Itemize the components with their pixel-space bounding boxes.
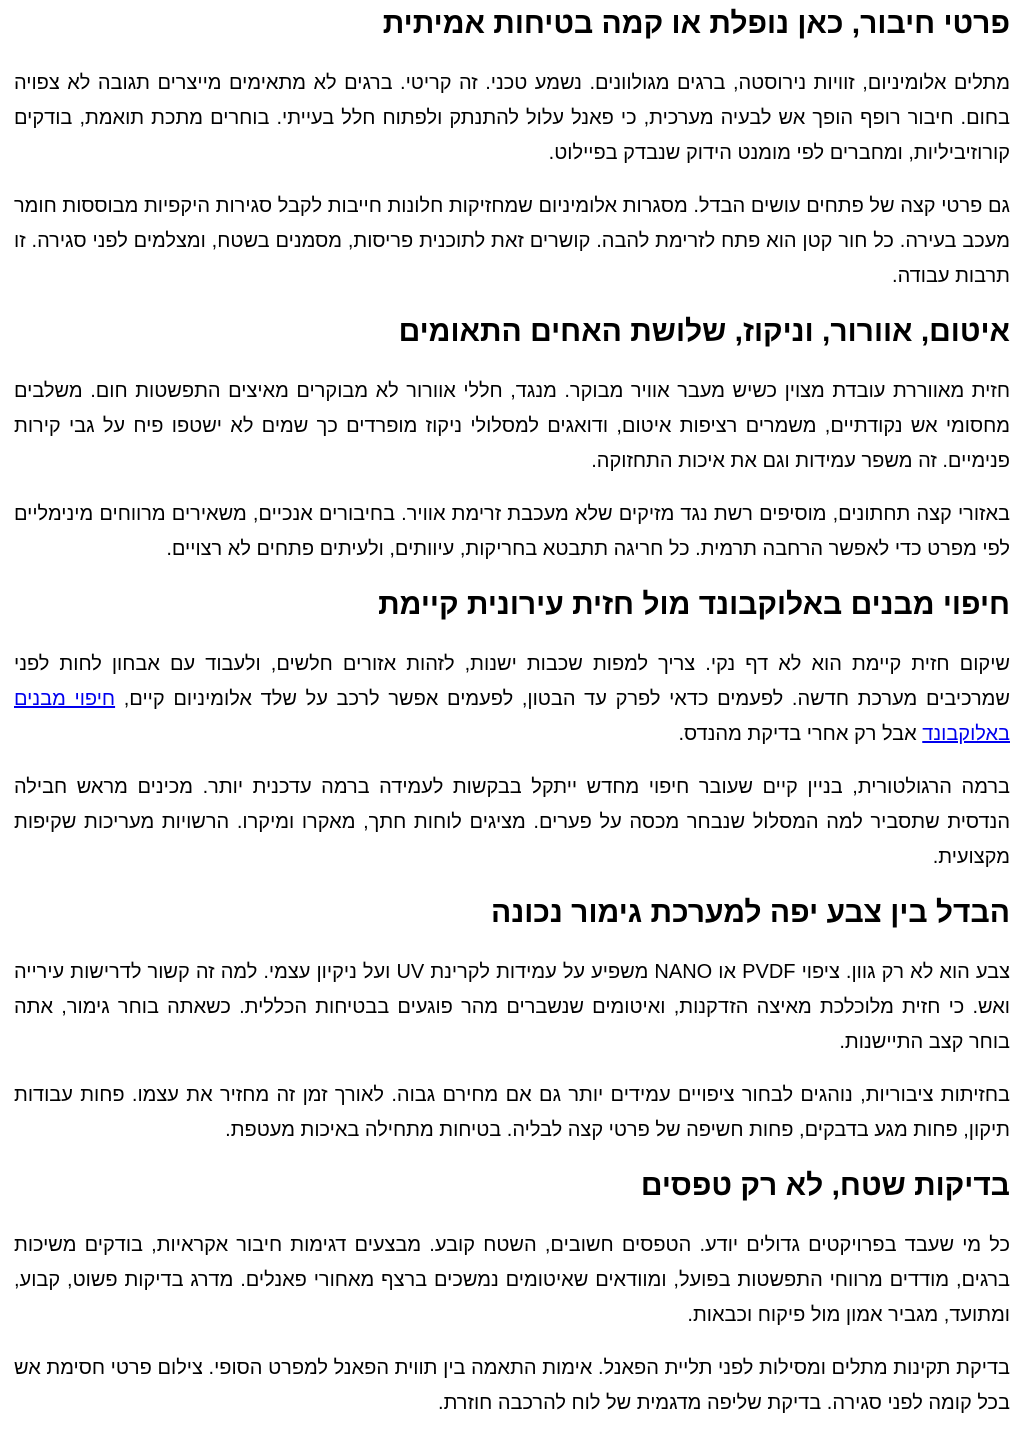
section-heading: הבדל בין צבע יפה למערכת גימור נכונה [491,896,1010,929]
section-heading: חיפוי מבנים באלוקבונד מול חזית עירונית קיימת [378,588,1010,621]
paragraph: כל מי שעבד בפרויקטים גדולים יודע. הטפסים חשובים, השטח קובע. מבצעים דגימות חיבור אקראיות, בודקים משיכות ברגים, מודדים מרווחי התפשטות בפועל, ומוודאים שאיטומים נמשכים ברצף מאחורי פאנלים. מדרג בדיקות פשוט, קבוע, ומתועד, מגביר אמון מול פיקוח וכבאות. [14,1234,1010,1326]
paragraph: בחזיתות ציבוריות, נוהגים לבחור ציפויים עמידים יותר גם אם מחירם גבוה. לאורך זמן זה מחזיר את עצמו. פחות עבודות תיקון, פחות מגע בדבקים, פחות חשיפה של פרטי קצה לבליה. בטיחות מתחילה באיכות מעטפת. [14,1084,1010,1141]
section-heading: פרטי חיבור, כאן נופלת או קמה בטיחות אמיתית [382,7,1010,40]
paragraph: צבע הוא לא רק גוון. ציפוי PVDF או NANO משפיע על עמידות לקרינת UV ועל ניקיון עצמי. למה זה קשור לדרישות עירייה ואש. כי חזית מלוכלכת מאיצה הזדקנות, ואיטומים שנשברים מהר פוגעים בבטיחות הכללית. כשאתה בוחר גימור, אתה בוחר קצב התיישנות. [14,961,1011,1053]
section-heading: בדיקות שטח, לא רק טפסים [640,1169,1010,1202]
paragraph: גם פרטי קצה של פתחים עושים הבדל. מסגרות אלומיניום שמחזיקות חלונות חייבות לקבל סגירות היקפיות מבוססות חומר מעכב בעירה. כל חור קטן הוא פתח לזרימת להבה. קושרים זאת לתוכנית פריסות, מסמנים בשטח, ומצלמים לפני סגירה. זו תרבות עבודה. [14,195,1010,287]
article-content [14,4,1010,1421]
paragraph: ברמה הרגולטורית, בניין קיים שעובר חיפוי מחדש ייתקל בבקשות לעמידה ברמה עדכנית יותר. מכינים מראש חבילה הנדסית שתסביר למה המסלול שנבחר מכסה על פערים. מציגים לוחות חתך, מאקרו ומיקרו. הרשויות מעריכות שקיפות מקצועית. [14,776,1010,868]
section-heading: איטום, אוורור, וניקוז, שלושת האחים התאומים [398,315,1010,348]
paragraph: מתלים אלומיניום, זוויות נירוסטה, ברגים מגולוונים. נשמע טכני. זה קריטי. ברגים לא מתאימים מייצרים תגובה לא צפויה בחום. חיבור רופף הופך אש לבעיה מערכית, כי פאנל עלול להתנתק ולפתוח חלל בעייתי. בוחרים מתכת תואמת, בודקים קורוזיביליות, ומחברים לפי מומנט הידוק שנבדק בפיילוט. [14,72,1010,164]
paragraph-text: שיקום חזית קיימת הוא לא דף נקי. צריך למפות שכבות ישנות, לזהות אזורים חלשים, ולעבוד עם אבחון לחות לפני שמרכיבים מערכת חדשה. לפעמים כדאי לפרק עד הבטון, לפעמים אפשר לרכב על שלד אלומיניום קיים, [14,653,1010,710]
paragraph: חזית מאווררת עובדת מצוין כשיש מעבר אוויר מבוקר. מנגד, חללי אוורור לא מבוקרים מאיצים התפשטות חום. משלבים מחסומי אש נקודתיים, משמרים רציפות איטום, ודואגים למסלולי ניקוז מופרדים כך שמים לא ישטפו פיח על גבי קירות פנימיים. זה משפר עמידות וגם את איכות התחזוקה. [14,380,1010,472]
paragraph: באזורי קצה תחתונים, מוסיפים רשת נגד מזיקים שלא מעכבת זרימת אוויר. בחיבורים אנכיים, משאירים מרווחים מינימליים לפי מפרט כדי לאפשר הרחבה תרמית. כל חריגה תתבטא בחריקות, עיוותים, ולעיתים פתחים לא רצויים. [14,503,1010,560]
paragraph: בדיקת תקינות מתלים ומסילות לפני תליית הפאנל. אימות התאמה בין תווית הפאנל למפרט הסופי. צילום פרטי חסימת אש בכל קומה לפני סגירה. בדיקת שליפה מדגמית של לוח להרכבה חוזרת. [14,1357,1010,1414]
paragraph-text: אבל רק אחרי בדיקת מהנדס. [678,723,923,745]
alucobond-cladding-link[interactable]: חיפוי מבנים באלוקבונד [14,688,1010,745]
paragraph [14,647,1010,752]
